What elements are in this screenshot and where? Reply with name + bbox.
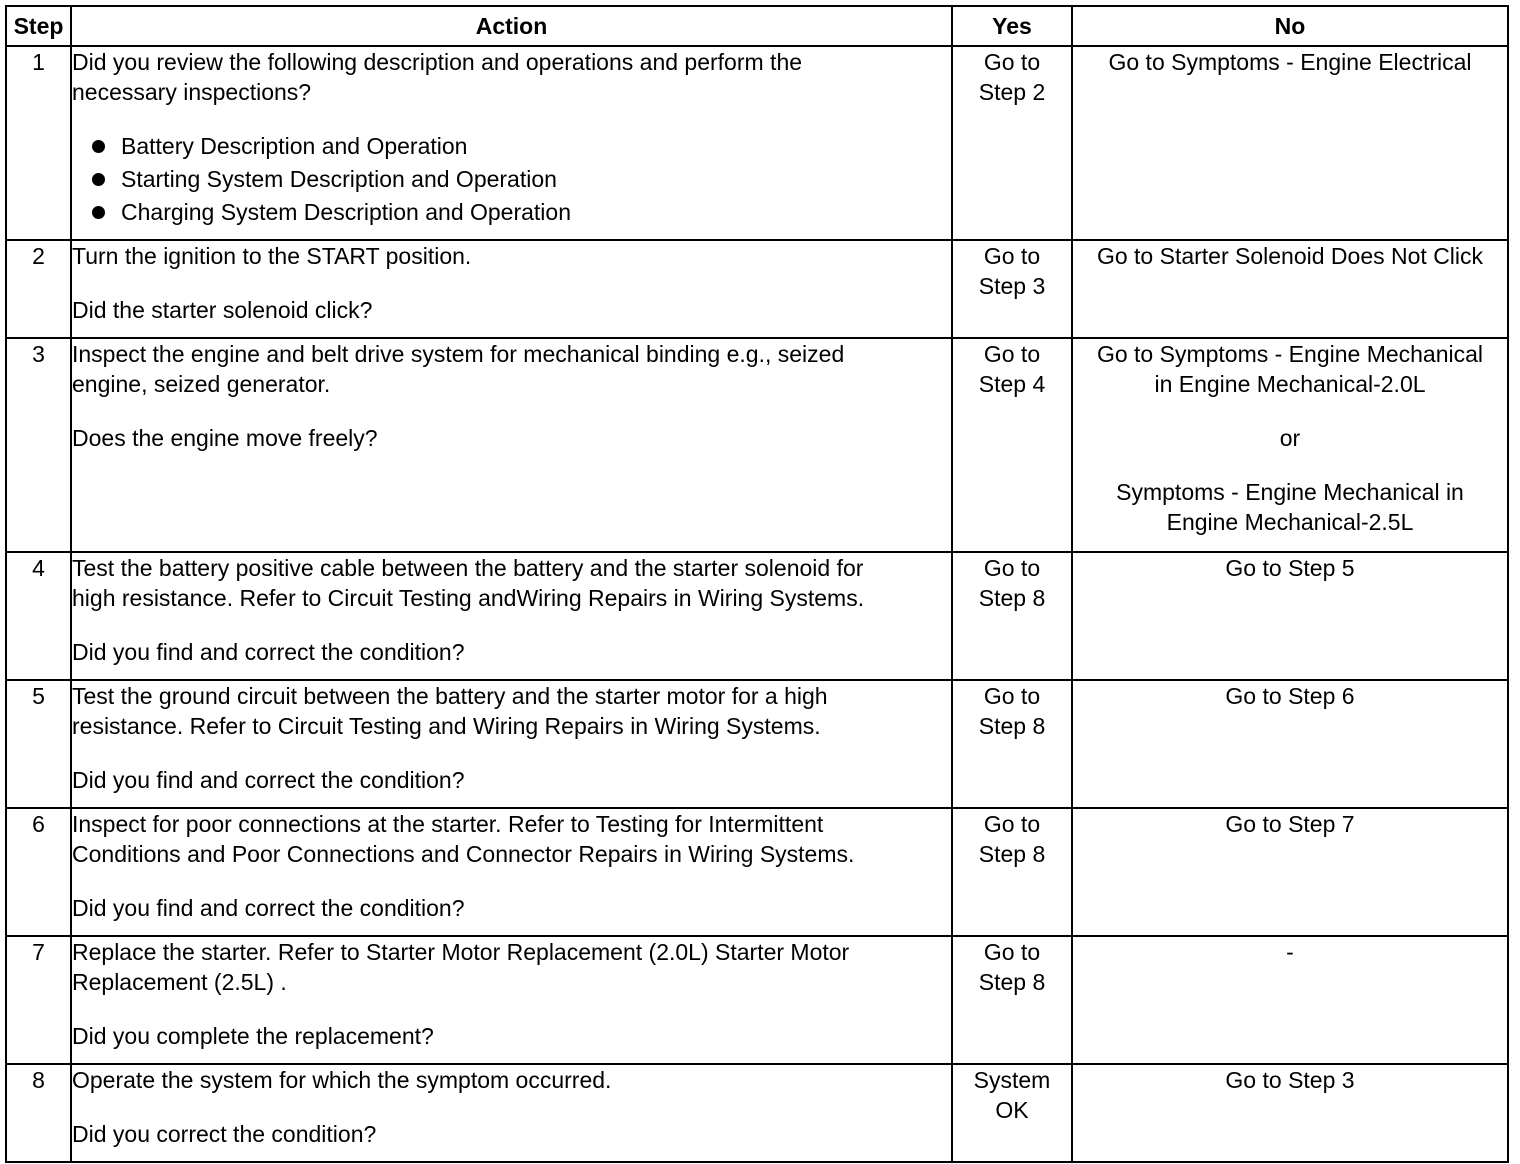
yes-cell: Go to Step 8 [952, 552, 1072, 680]
action-text: engine, seized generator. [72, 371, 331, 397]
yes-cell: System OK [952, 1064, 1072, 1162]
action-cell [71, 240, 952, 338]
question-text: Did you find and correct the condition? [72, 895, 465, 921]
action-cell [71, 1064, 952, 1162]
action-text: Operate the system for which the symptom occurred. [72, 1067, 612, 1093]
action-text: necessary inspections? [72, 79, 312, 105]
yes-cell: Go to Step 4 [952, 338, 1072, 552]
action-cell [71, 936, 952, 1064]
question-text: Did you correct the condition? [72, 1121, 377, 1147]
header-action: Action [71, 6, 952, 46]
table-row [6, 338, 1508, 552]
step-number: 6 [6, 808, 71, 936]
action-text: Replacement (2.5L) . [72, 969, 287, 995]
table-row [6, 680, 1508, 808]
no-cell: Go to Step 7 [1072, 808, 1508, 936]
list-item: Starting System Description and Operation [92, 164, 951, 197]
bullet-icon [92, 173, 105, 186]
table-row [6, 1064, 1508, 1162]
step-number: 1 [6, 46, 71, 240]
header-row [6, 6, 1508, 46]
step-number: 7 [6, 936, 71, 1064]
bullet-icon [92, 140, 105, 153]
step-number: 2 [6, 240, 71, 338]
action-text: high resistance. Refer to Circuit Testing andWiring Repairs in Wiring Systems. [72, 585, 865, 611]
step-number: 5 [6, 680, 71, 808]
no-cell: Go to Step 3 [1072, 1064, 1508, 1162]
table-row [6, 808, 1508, 936]
no-cell: Go to Symptoms - Engine Mechanical in Engine Mechanical-2.0L or Symptoms - Engine Mechanical in Engine Mechanical-2.5L [1072, 338, 1508, 552]
yes-cell: Go to Step 8 [952, 808, 1072, 936]
bullet-icon [92, 206, 105, 219]
action-text: Turn the ignition to the START position. [72, 243, 472, 269]
yes-cell: Go to Step 3 [952, 240, 1072, 338]
question-text: Did you find and correct the condition? [72, 639, 465, 665]
action-text: Replace the starter. Refer to Starter Motor Replacement (2.0L) Starter Motor [72, 939, 850, 965]
no-cell: Go to Step 5 [1072, 552, 1508, 680]
table-row [6, 46, 1508, 240]
list-item: Charging System Description and Operation [92, 197, 951, 230]
no-cell: Go to Symptoms - Engine Electrical [1072, 46, 1508, 240]
step-number: 8 [6, 1064, 71, 1162]
action-cell [71, 552, 952, 680]
diagnostic-table [5, 5, 1509, 1163]
yes-cell: Go to Step 8 [952, 680, 1072, 808]
no-cell: - [1072, 936, 1508, 1064]
question-text: Does the engine move freely? [72, 425, 378, 451]
action-text: Inspect the engine and belt drive system for mechanical binding e.g., seized [72, 341, 845, 367]
table-row [6, 552, 1508, 680]
action-text: Inspect for poor connections at the starter. Refer to Testing for Intermittent [72, 811, 824, 837]
action-cell [71, 680, 952, 808]
action-text: Did you review the following description and operations and perform the [72, 49, 803, 75]
no-cell: Go to Starter Solenoid Does Not Click [1072, 240, 1508, 338]
no-cell: Go to Step 6 [1072, 680, 1508, 808]
table-row [6, 936, 1508, 1064]
header-no: No [1072, 6, 1508, 46]
action-text: resistance. Refer to Circuit Testing and Wiring Repairs in Wiring Systems. [72, 713, 821, 739]
list-item: Battery Description and Operation [92, 131, 951, 164]
bullet-list [72, 131, 951, 230]
action-cell [71, 46, 952, 240]
step-number: 4 [6, 552, 71, 680]
question-text: Did you find and correct the condition? [72, 767, 465, 793]
action-text: Conditions and Poor Connections and Connector Repairs in Wiring Systems. [72, 841, 855, 867]
action-text: Test the ground circuit between the battery and the starter motor for a high [72, 683, 828, 709]
action-cell [71, 338, 952, 552]
yes-cell: Go to Step 8 [952, 936, 1072, 1064]
question-text: Did you complete the replacement? [72, 1023, 434, 1049]
table-row [6, 240, 1508, 338]
question-text: Did the starter solenoid click? [72, 297, 373, 323]
header-step: Step [6, 6, 71, 46]
yes-cell: Go to Step 2 [952, 46, 1072, 240]
header-yes: Yes [952, 6, 1072, 46]
action-cell [71, 808, 952, 936]
step-number: 3 [6, 338, 71, 552]
action-text: Test the battery positive cable between the battery and the starter solenoid for [72, 555, 864, 581]
